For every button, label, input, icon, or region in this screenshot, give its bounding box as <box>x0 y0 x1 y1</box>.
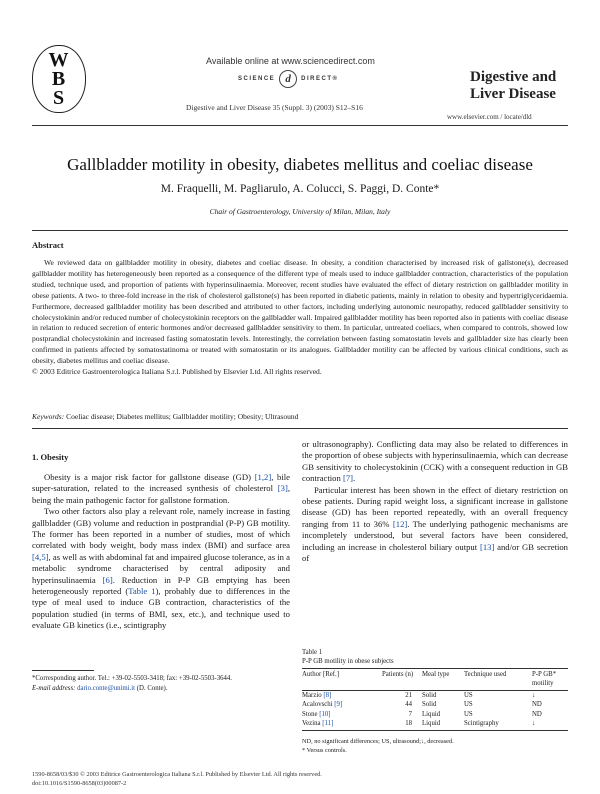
table-header-row <box>302 669 568 691</box>
keywords-list: Coeliac disease; Diabetes mellitus; Gallbladder motility; Obesity; Ultrasound <box>66 412 299 421</box>
email-link[interactable]: dario.conte@unimi.it <box>77 684 136 692</box>
journal-citation: Digestive and Liver Disease 35 (Suppl. 3) (2003) S12–S16 <box>186 103 363 112</box>
column-header: Patients (n) <box>382 669 422 691</box>
abstract-top-divider <box>32 230 568 231</box>
abstract-text: We reviewed data on gallbladder motility in obesity, diabetes and coeliac disease. In obesity, a condition characterised by increased risk of gallstone(s), decreased gallbladder motility has heterogeneously been reported as a consequence of the different type of meals used to induce gallbladder contraction, characteristics of the population studied, technique used, and proportion of patients with hyperinsulinaemia. Moreover, recent studies have evaluated the effect of dietary restriction on gallbladder motility in obese patients. A two- to three-fold increase in the risk of cholesterol gallstone(s) has been reported in diabetic patients, mainly in relation to obesity and hypertriglyceridaemia. Furthermore, decreased gallbladder motility has been described and attributed to other factors, including underlying autonomic neuropathy, reduced gallbladder sensitivity to cholecystokinin and/or reduced number of cholecystokinin receptors on the gallbladder wall. Impaired gallbladder motility has been reported also in patients with coeliac disease in relation to reduced secretion of enteric hormones and/or decreased gallbladder sensitivity to them. In particular, untreated coeliacs, when compared to controls, showed low postprandial cholecystokinin and increased fasting somatostatin levels. Interestingly, the correlation between fasting somatostatin levels and gallbladder size has clearly been confirmed in patients affected by somatostatinoma or treated with somatostatin or its analogues. Gallbladder motility can be affected by various clinical conditions, such as obesity, diabetes mellitus and coeliac disease. <box>32 258 568 366</box>
table-row <box>302 691 568 701</box>
publisher-logo <box>32 45 86 113</box>
article-authors: M. Fraquelli, M. Pagliarulo, A. Colucci, S. Paggi, D. Conte* <box>160 183 440 195</box>
logo-letter: S <box>52 86 66 109</box>
sd-right-text: DIRECT® <box>301 76 339 82</box>
table-caption <box>302 648 394 666</box>
left-column <box>32 472 290 632</box>
author-cell: Marzio [8] <box>302 691 332 699</box>
table-note: * Versus controls. <box>302 746 347 754</box>
abstract-bottom-divider <box>32 428 568 429</box>
citation-link[interactable]: [7] <box>342 473 354 484</box>
footnote-divider <box>32 670 94 671</box>
abstract-heading: Abstract <box>32 240 64 250</box>
available-online-text: Available online at www.sciencedirect.com <box>206 56 375 66</box>
table-row <box>302 710 568 720</box>
column-header: P-P GB* motility <box>532 669 568 691</box>
author-affiliation: Chair of Gastroenterology, University of Milan, Milan, Italy <box>209 207 391 216</box>
author-cell: Acalovschi [9] <box>302 701 343 709</box>
table-row <box>302 720 568 730</box>
citation-link[interactable]: [1,2] <box>254 472 272 482</box>
citation-link[interactable]: [3] <box>277 483 288 494</box>
keywords-label: Keywords: <box>32 412 65 421</box>
sd-mark-icon: d <box>279 70 297 88</box>
technique-cell: US <box>464 691 473 699</box>
meal-cell: Liquid <box>422 720 464 730</box>
motility-cell: ↓ <box>532 720 568 730</box>
citation-link[interactable]: [8] <box>323 691 332 699</box>
obesity-motility-table <box>302 668 568 731</box>
author-cell: Stone [10] <box>302 710 331 718</box>
citation-link[interactable]: [13] <box>479 541 495 552</box>
citation-link[interactable]: [12] <box>392 518 408 529</box>
meal-cell: Liquid <box>422 710 441 718</box>
table-row <box>302 701 568 711</box>
paragraph: or ultrasonography). Conflicting data may also be related to differences in the proportion of obese subjects with hyperinsulinaemia, which can decrease GB sensitivity to cholecystokinin (CCK) with a consequent reduction in GB contraction [7]. <box>302 439 568 484</box>
column-header: Technique used <box>464 669 532 691</box>
journal-title-line: Liver Disease <box>470 86 556 102</box>
paragraph: Two other factors also play a relevant role, namely increase in fasting gallbladder (GB) volume and reduction in postprandial (P-P) GB motility. The former has been reported in a number of studies, most of which correlated with body weight, body mass index (BMI) and surface area [4,5], as well as with abdominal fat and impaired glucose tolerance, as in a metabolic syndrome characterised by central adiposity and hyperinsulinaemia [6]. Reduction in P-P GB emptying has been heterogeneously reported (Table 1), probably due to differences in the type of meal used to induce GB contraction, characteristics of the population studied (in terms of BMI, sex, etc.), and technique used to evaluate GB kinetics (i.e., scintigraphy <box>32 506 290 631</box>
column-header: Author [Ref.] <box>302 669 382 691</box>
issn-copyright-line: 1590-8658/03/$30 © 2003 Editrice Gastroenterologica Italiana S.r.l. Published by Elsevier Ltd. All rights reserved. <box>32 771 322 778</box>
doi-line: doi:10.1016/S1590-8658(03)00087-2 <box>32 780 127 787</box>
citation-link[interactable]: [11] <box>322 720 334 728</box>
citation-link[interactable]: [10] <box>319 710 331 718</box>
article-title: Gallbladder motility in obesity, diabetes mellitus and coeliac disease <box>67 155 533 174</box>
citation-link[interactable]: [9] <box>334 701 343 709</box>
abstract-copyright: © 2003 Editrice Gastroenterologica Italiana S.r.l. Published by Elsevier Ltd. All rights reserved. <box>32 367 322 377</box>
journal-url-link[interactable]: www.elsevier.com / locate/dld <box>447 113 532 121</box>
footnote-email: E-mail address: dario.conte@unimi.it (D. Conte). <box>32 684 168 692</box>
logo-letter: B <box>51 67 67 90</box>
journal-title <box>470 69 556 103</box>
right-column <box>302 439 568 564</box>
journal-title-line: Digestive and <box>470 69 557 85</box>
column-header: Meal type <box>422 669 464 691</box>
patients-cell: 21 <box>405 691 412 699</box>
corresponding-footnote <box>32 674 290 693</box>
sciencedirect-logo <box>238 70 338 88</box>
table-title: P-P GB motility in obese subjects <box>302 658 394 665</box>
technique-cell: Scintigraphy <box>464 720 532 730</box>
meal-cell: Solid <box>422 691 437 699</box>
section-heading-obesity: 1. Obesity <box>32 452 69 462</box>
header-divider <box>32 125 568 126</box>
abstract-body <box>32 258 568 378</box>
footnote-corresponding: *Corresponding author. Tel.: +39-02-5503-3418; fax: +39-02-5503-3644. <box>32 675 232 682</box>
table-link[interactable]: Table 1 <box>128 586 156 597</box>
paragraph: Particular interest has been shown in the effect of dietary restriction on obese patients. During rapid weight loss, a significant increase in gallstone disease (GD) has been reported repeatedly, with an overall frequency ranging from 11 to 36% [12]. The underlying pathogenic mechanisms are incompletely understood, but several factors have been considered, including an increase in cholesterol biliary output [13] and/or GB secretion of <box>302 484 568 564</box>
meal-cell: Solid <box>422 701 437 709</box>
motility-cell: ND <box>532 710 542 718</box>
table-notes <box>302 738 454 755</box>
patients-cell: 44 <box>405 701 412 709</box>
citation-link[interactable]: [4,5] <box>32 551 49 562</box>
motility-cell: ↓ <box>532 691 536 699</box>
sd-left-text: SCIENCE <box>238 76 276 82</box>
keywords <box>32 412 568 421</box>
technique-cell: US <box>464 710 473 718</box>
table-note: ND, no significant differences; US, ultrasound;↓, decreased. <box>302 738 454 745</box>
citation-link[interactable]: [6] <box>102 574 113 585</box>
motility-cell: ND <box>532 701 542 709</box>
logo-letter: W <box>48 48 70 71</box>
patients-cell: 7 <box>408 710 412 718</box>
technique-cell: US <box>464 701 473 709</box>
paragraph: Obesity is a major risk factor for gallstone disease (GD) [1,2], bile super-saturation, related to the increased synthesis of cholesterol [3], being the main pathogenic factor for gallstone formation. <box>32 472 290 505</box>
page-footer <box>32 770 322 788</box>
patients-cell: 18 <box>382 720 422 730</box>
table-label: Table 1 <box>302 649 323 656</box>
author-cell: Vezina [11] <box>302 720 382 730</box>
